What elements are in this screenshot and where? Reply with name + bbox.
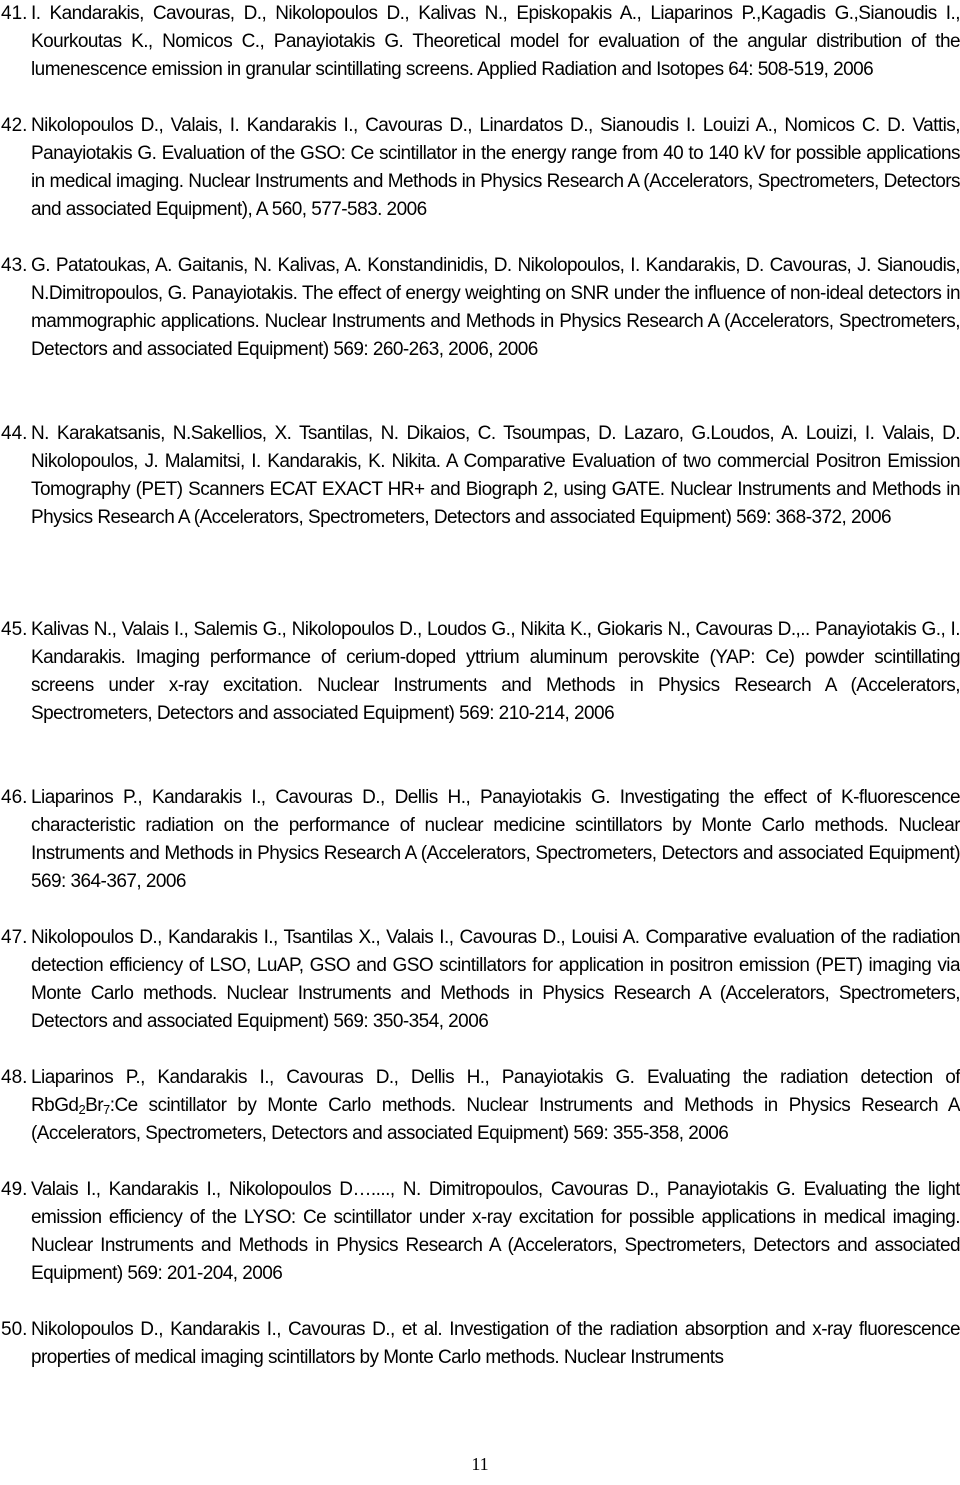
reference-text [31,616,960,728]
reference-authors: Valais I., Kandarakis I., Nikolopoulos D…...., N. Dimitropoulos, Cavouras D., Panayiotakis G. [31,1179,796,1200]
reference-title: Investigation of the radiation absorption and x-ray fluorescence properties of medical imaging scintillators by Monte Carlo methods. [31,1319,960,1368]
reference-authors: G. Patatoukas, A. Gaitanis, N. Kalivas, A. Konstandinidis, D. Nikolopoulos, I. Kandarakis, D. Cavouras, J. Sianoudis, N.Dimitropoulos, G. Panayiotakis. [31,255,960,304]
reference-number: 50. [1,1319,28,1340]
reference-text [31,1176,960,1288]
reference-number: 41. [1,3,28,24]
reference-text [31,784,960,896]
reference-text [31,1316,960,1372]
reference-source: Applied Radiation and Isotopes 64: 508-519, 2006 [477,59,874,80]
reference-text [31,252,960,364]
reference-source: Nuclear Instruments and Methods in Physics Research A (Accelerators, Spectrometers, Detectors and associated Equipment) 569: 355-358, 2006 [31,1095,960,1144]
reference-item [0,616,960,728]
reference-text [31,420,960,532]
reference-authors: Nikolopoulos D., Valais, I. Kandarakis I., Cavouras D., Linardatos D., Sianoudis I. Louizi A., Nomicos C. D. Vattis, Panayiotakis G. [31,115,960,164]
reference-title: A Comparative Evaluation of two commercial Positron Emission Tomography (PET) Scanners ECAT EXACT HR+ and Biograph 2, using GATE. [31,451,960,500]
reference-authors: Kalivas N., Valais I., Salemis G., Nikolopoulos D., Loudos G., Nikita K., Giokaris N., Cavouras D.,.. Panayiotakis G., I. Kandarakis. [31,619,960,668]
reference-text [31,1064,960,1148]
reference-number: 47. [1,927,28,948]
reference-title: Imaging performance of cerium-doped yttrium aluminum perovskite (YAP: Ce) powder scintillating screens under x-ray excitation. [31,647,960,696]
reference-title: Investigating the effect of K-fluorescence characteristic radiation on the performance of nuclear medicine scintillators by Monte Carlo methods. [31,787,960,836]
reference-title: Theoretical model for evaluation of the angular distribution of the lumenescence emission in granular scintillating screens. [31,31,960,80]
title-part: Br [85,1095,104,1116]
reference-item [0,112,960,224]
reference-source: Nuclear Instruments and Methods in Physics Research A (Accelerators, Spectrometers, Detectors and associated Equipment) 569: 201-204, 2006 [31,1235,960,1284]
reference-item [0,924,960,1036]
reference-item [0,1316,960,1372]
reference-source: Nuclear Instruments and Methods in Physics Research A (Accelerators, Spectrometers, Detectors and associated Equipment) 569: 350-354, 2006 [31,983,960,1032]
reference-authors: Nikolopoulos D., Kandarakis I., Cavouras D., et al. [31,1319,443,1340]
reference-title: Evaluating the light emission efficiency of the LYSO: Ce scintillator under x-ray excitation for possible applications in medical imaging. [31,1179,960,1228]
reference-text [31,924,960,1036]
title-part: :Ce scintillator by Monte Carlo methods. [109,1095,456,1116]
reference-item [0,420,960,532]
reference-authors: N. Karakatsanis, N.Sakellios, X. Tsantilas, N. Dikaios, C. Tsoumpas, D. Lazaro, G.Loudos, A. Louizi, I. Valais, D. Nikolopoulos, J. Malamitsi, I. Kandarakis, K. Nikita. [31,423,960,472]
subscript: 7 [103,1102,110,1117]
page-footer [0,1453,960,1475]
reference-title: Evaluation of the GSO: Ce scintillator in the energy range from 40 to 140 kV for possible applications in medical imaging. [31,143,960,192]
reference-number: 45. [1,619,28,640]
reference-item [0,252,960,364]
page-number: 11 [471,1454,489,1474]
reference-text [31,0,960,84]
reference-item [0,1176,960,1288]
reference-source: Nuclear Instruments and Methods in Physics Research A (Accelerators, Spectrometers, Detectors and associated Equipment) 569: 260-263, 2006, 2006 [31,311,960,360]
reference-number: 49. [1,1179,28,1200]
reference-item [0,1064,960,1148]
reference-text [31,112,960,224]
reference-number: 44. [1,423,28,444]
reference-authors: Nikolopoulos D., Kandarakis I., Tsantilas X., Valais I., Cavouras D., Louisi A. [31,927,640,948]
reference-number: 48. [1,1067,28,1088]
reference-source: Nuclear Instruments and Methods in Physics Research A (Accelerators, Spectrometers, Detectors and associated Equipment) 569: 364-367, 2006 [31,815,960,892]
subscript: 2 [78,1102,86,1117]
reference-source: Nuclear Instruments [563,1347,724,1368]
reference-authors: I. Kandarakis, Cavouras, D., Nikolopoulos D., Kalivas N., Episkopakis A., Liaparinos P.,Kagadis G.,Sianoudis I., Kourkoutas K., Nomicos C., Panayiotakis G. [31,3,960,52]
title-part: Evaluating the radiation detection of RbGd [31,1067,960,1116]
reference-source: Nuclear Instruments and Methods in Physics Research A (Accelerators, Spectrometers, Detectors and associated Equipment) 569: 210-214, 2006 [31,675,960,724]
reference-number: 43. [1,255,28,276]
reference-item [0,0,960,84]
reference-authors: Liaparinos P., Kandarakis I., Cavouras D., Dellis H., Panayiotakis G. [31,1067,635,1088]
reference-title: The effect of energy weighting on SNR under the influence of non-ideal detectors in mammographic applications. [31,283,960,332]
reference-source: Nuclear Instruments and Methods in Physics Research A (Accelerators, Spectrometers, Detectors and associated Equipment), A 560, 577-583. 2006 [31,171,960,220]
reference-authors: Liaparinos P., Kandarakis I., Cavouras D., Dellis H., Panayiotakis G. [31,787,610,808]
reference-number: 42. [1,115,28,136]
reference-source: Nuclear Instruments and Methods in Physics Research A (Accelerators, Spectrometers, Detectors and associated Equipment) 569: 368-372, 2006 [31,479,960,528]
reference-item [0,784,960,896]
reference-number: 46. [1,787,28,808]
reference-title: Comparative evaluation of the radiation detection efficiency of LSO, LuAP, GSO and GSO scintillators for application in positron emission (PET) imaging via Monte Carlo methods. [31,927,960,1004]
